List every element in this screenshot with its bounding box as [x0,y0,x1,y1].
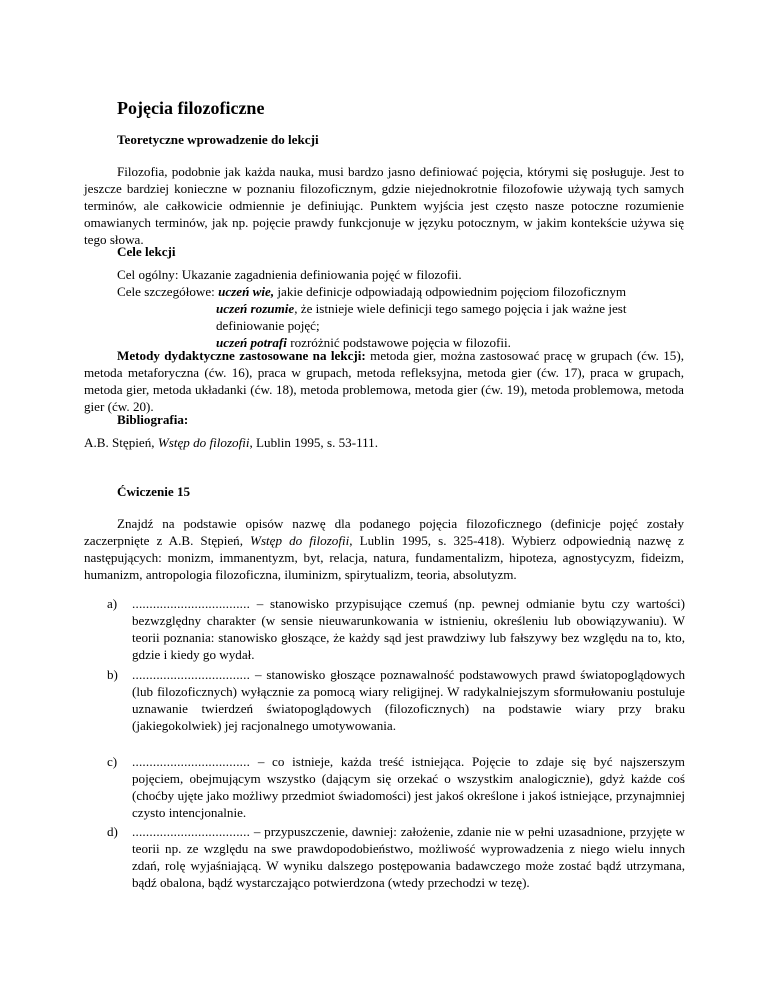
general-goal-line [117,266,687,283]
bibliography-heading: Bibliografia: [117,412,189,427]
methods-label: Metody dydaktyczne zastosowane na lekcji: [117,348,366,363]
bibliography-entry [84,434,378,451]
exercise-intro-part-1: Znajdź na podstawie opisów nazwę dla podanego pojęcia filozoficznego (definicje pojęć zostały zaczerpnięte z A.B. Stępień, [84,516,684,548]
item-text-a: – stanowisko przypisujące czemuś (np. pewnej odmianie bytu czy wartości) bezwzględny charakter (w sensie nieuwarunkowania w istnieniu, określeniu lub obowiązywaniu). W teorii poznania: stanowisko głoszące, że każdy sąd jest prawdziwy lub fałszywy bez względu na to, kto, gdzie i kiedy go wydał. [132,596,685,662]
bibliography-book: Wstęp do filozofii [157,435,250,450]
specific-goal-line-1 [117,283,687,300]
general-goal-label: Cel ogólny: [117,267,179,282]
goal-lead-1: uczeń wie, [218,284,275,299]
item-text-b: – stanowisko głoszące poznawalność podstawowych prawd światopoglądowych (lub filozoficznych) wyłącznie za pomocą wiary religijnej. W radykalniejszym sformułowaniu postuluje uznawanie twierdzeń światopoglądowych (filozoficznych) na podstawie wiary przy braku (jakiegokolwiek) jej racjonalnego umotywowania. [132,667,685,733]
methods-text: metoda gier, można zastosować pracę w grupach (ćw. 15), metoda metaforyczna (ćw. 16), praca w grupach, metoda refleksyjna, metoda gier (ćw. 17), praca w grupach, metoda gier, metoda układanki (ćw. 18), metoda problemowa, metoda gier (ćw. 19), metoda problemowa, metoda gier (ćw. 20). [84,348,684,414]
item-label-a: a) [107,596,118,611]
general-goal-text: Ukazanie zagadnienia definiowania pojęć w filozofii. [181,267,462,282]
exercise-item-b [107,666,685,734]
exercise-item-a [107,595,685,663]
specific-goals-label: Cele szczegółowe: [117,284,215,299]
item-label-d: d) [107,824,118,839]
intro-heading: Teoretyczne wprowadzenie do lekcji [117,132,319,147]
intro-paragraph: Filozofia, podobnie jak każda nauka, musi bardzo jasno definiować pojęcia, którymi się posługuje. Jest to jeszcze bardziej konieczne w poznaniu filozoficznym, gdzie niejednokrotnie filozofowie używają tych samych terminów, ale całkowicie odmiennie je definiując. Punktem wyjścia jest często nasze potoczne rozumienie omawianych terminów, jak np. pojęcie prawdy funkcjonuje w języku potocznym, w jakim kontekście używa się tego słowa. [84,164,684,247]
exercise-intro-book: Wstęp do filozofii [250,533,350,548]
goal-text-1: jakie definicje odpowiadają odpowiednim pojęciom filozoficznym [277,284,627,299]
bibliography-author: A.B. Stępień, [84,435,155,450]
goal-lead-2: uczeń rozumie [216,301,295,316]
goals-block [117,266,687,351]
exercise-intro-part-2: , Lublin 1995, s. 325-418). Wybierz odpowiednią nazwę z następujących: monizm, immanentyzm, byt, relacja, natura, fundamentalizm, hipoteza, agnostycyzm, fideizm, humanizm, antropologia filozoficzna, iluminizm, spirytualizm, teoria, absolutyzm. [84,533,684,582]
methods-paragraph [84,347,684,415]
goal-lead-3: uczeń potrafi [216,335,287,350]
exercise-item-c [107,753,685,821]
goal-text-3: rozróżnić podstawowe pojęcia w filozofii. [290,335,511,350]
specific-goal-line-2 [216,300,687,334]
goals-heading: Cele lekcji [117,244,176,259]
item-text-d: – przypuszczenie, dawniej: założenie, zdanie nie w pełni uzasadnione, przyjęte w teorii np. ze względu na swe prawdopodobieństwo, możliwość wyprowadzenia z niego wielu innych zdań, rolę wyjaśniającą. W wyniku dalszego postępowania badawczego może zostać bądź utrzymana, bądź obalona, bądź wystarczająco potwierdzona (wtedy przechodzi w tezę). [132,824,685,890]
answer-blank-b[interactable]: .................................. [132,667,251,682]
item-text-c: – co istnieje, każda treść istniejąca. Pojęcie to zdaje się być najszerszym pojęciem, obejmującym wszystko (dającym się orzekać o wszystkim analogicznie), gdyż każde coś (choćby ujęte jako możliwy przedmiot świadomości) jest jakoś określone i jakoś istniejące, przynajmniej czysto intencjonalnie. [132,754,685,820]
item-label-c: c) [107,754,118,769]
exercise-heading: Ćwiczenie 15 [117,484,191,499]
exercise-intro [84,515,684,583]
page-title: Pojęcia filozoficzne [117,98,265,118]
answer-blank-d[interactable]: .................................. [132,824,251,839]
bibliography-rest: , Lublin 1995, s. 53-111. [249,435,379,450]
answer-blank-a[interactable]: .................................. [132,596,251,611]
goal-text-2: , że istnieje wiele definicji tego samego pojęcia i jak ważne jest definiowanie pojęć; [216,301,627,333]
item-label-b: b) [107,667,118,682]
answer-blank-c[interactable]: .................................. [132,754,251,769]
exercise-item-d [107,823,685,891]
